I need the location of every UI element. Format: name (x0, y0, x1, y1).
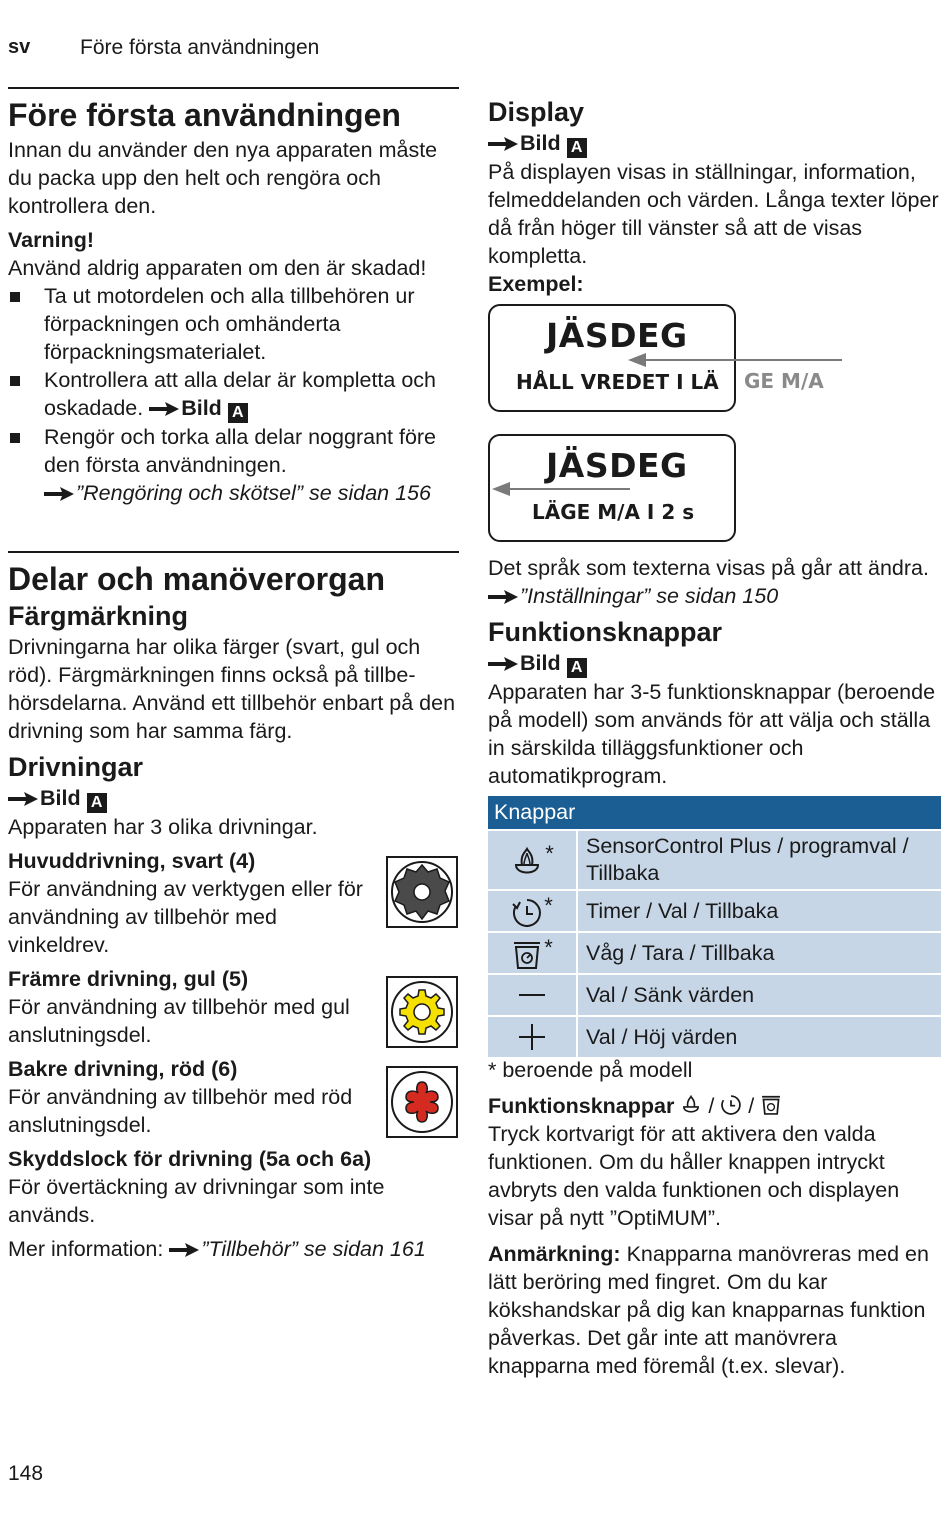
drive-title: Bakre drivning, röd (6) (8, 1057, 238, 1081)
subsection-title: Funktionsknappar (488, 617, 723, 647)
timer-icon (720, 1094, 742, 1116)
more-info-label: Mer information: (8, 1237, 164, 1261)
section-display: Display Bild A På displayen visas in ställningar, information, felmeddelanden och värden. Långa texter löper då från höger till vänster så att de visas kompletta. Exempel: (488, 96, 943, 298)
figure-letter-badge: A (567, 658, 587, 678)
rear-drive-red-icon (386, 1066, 458, 1138)
sensorcontrol-icon (510, 845, 544, 879)
footnote: * beroende på modell (488, 1058, 693, 1082)
section-function-keys: Det språk som texterna visas på går att ändra. ”Inställningar” se sidan 150 Funktionsknappar Bild A Apparaten har 3-5 funktionsknappar (beroende på modell) som används för att välja och ställa in särskilda tilläggsfunktioner och automatikprogram. (488, 554, 943, 790)
warning-label: Varning! (8, 228, 95, 252)
cross-reference: ”Tillbehör” se sidan 161 (201, 1237, 426, 1261)
display-big-text: JÄSDEG (546, 316, 688, 355)
subsection-title: Drivningar (8, 752, 144, 782)
section-title: Före första användningen (8, 97, 401, 133)
drive-text: För användning av tillbehör med gul anslutningsdel. (8, 995, 350, 1047)
cover-text: För övertäckning av drivningar som inte används. (8, 1175, 385, 1227)
bullet-square-icon (10, 292, 20, 302)
language-code: sv (8, 36, 31, 58)
cover-title: Skyddslock för drivning (5a och 6a) (8, 1147, 372, 1171)
minus-icon (517, 980, 547, 1010)
table-row: * Timer / Val / Tillbaka (488, 889, 941, 931)
drive-text: För användning av tillbehör med röd anslutningsdel. (8, 1085, 353, 1137)
note-label: Anmärkning: (488, 1242, 621, 1266)
warning-text: Använd aldrig apparaten om den är skadad! (8, 256, 427, 280)
arrow-right-icon (169, 1243, 199, 1257)
display-text: På displayen visas in ställningar, information, felmeddelanden och värden. Långa texter löper då från höger till vänster så att de visas kompletta. (488, 160, 939, 268)
display-scroll-text: HÅLL VREDET I LÄ (516, 370, 719, 394)
running-header: Före första användningen (80, 36, 320, 59)
plus-icon (517, 1022, 547, 1052)
key-description: Val / Sänk värden (578, 973, 941, 1015)
arrow-right-icon (488, 590, 518, 604)
section-before-first-use (8, 96, 463, 507)
page-number: 148 (8, 1462, 44, 1485)
list-item: Kontrollera att alla delar är kompletta och oskadade. Bild A (8, 366, 463, 423)
display-big-text: JÄSDEG (546, 446, 688, 485)
section-rule (8, 87, 459, 89)
timer-icon (511, 897, 543, 929)
display-overflow-text: GE M/A (744, 369, 824, 393)
keys-table (488, 796, 941, 1057)
sensorcontrol-icon (680, 1094, 702, 1116)
drives-intro: Apparaten har 3 olika drivningar. (8, 815, 318, 839)
arrow-right-icon (8, 792, 38, 806)
front-drive-yellow-icon (386, 976, 458, 1048)
language-text: Det språk som texterna visas på går att ändra. (488, 556, 929, 580)
section-title: Delar och manöverorgan (8, 561, 385, 597)
figure-letter-badge: A (567, 138, 587, 158)
arrow-right-icon (44, 487, 74, 501)
cross-reference: ”Rengöring och skötsel” se sidan 156 (76, 481, 431, 505)
table-row (488, 973, 941, 1015)
arrow-right-icon (488, 657, 518, 671)
main-drive-black-icon (386, 856, 458, 928)
bullet-square-icon (10, 433, 20, 443)
function-keys-text: Tryck kortvarigt för att aktivera den valda funktionen. Om du håller knappen intryckt avbryts den valda funktionen och displayen visar på nytt ”OptiMUM”. (488, 1122, 900, 1230)
table-row: * Våg / Tara / Tillbaka (488, 931, 941, 973)
scale-icon (511, 939, 543, 971)
scroll-arrow-icon (628, 351, 844, 369)
bullet-list (8, 282, 463, 507)
subsection-title: Display (488, 97, 585, 127)
drive-text: För användning av verktygen eller för användning av tillbehör med vinkeldrev. (8, 877, 363, 957)
list-item: Ta ut motordelen och alla tillbehören ur förpackningen och omhänderta förpackningsmaterialet. (8, 282, 463, 366)
key-description: Våg / Tara / Tillbaka (578, 931, 941, 973)
key-description: SensorControl Plus / programval / Tillbaka (578, 829, 941, 889)
drive-title: Främre drivning, gul (5) (8, 967, 249, 991)
section-rule (8, 551, 459, 553)
section-parts-controls: Delar och manöverorgan Färgmärkning Drivningarna har olika färger (svart, gul och röd). Färgmärkningen finns också på tillbe-hörsdelarna. Använd ett tillbehör enbart på den drivning som har samma färg. Drivningar Bild A Apparaten har 3 olika drivningar. Huvuddrivning, svart (4) För användning av verktygen eller för användning av tillbehör med vinkeldrev. Främre drivning, gul (5) För användning av tillbehör med gul anslutningsdel. Bakre drivning, röd (6) För användning av tillbehör med röd anslutningsdel. Skyddslock för drivning (5a och 6a) För övertäckning av drivningar som inte används. Mer information: ”Tillbehör” se sidan 161 (8, 561, 456, 1261)
scroll-arrow-icon (492, 480, 632, 498)
figure-letter-badge: A (228, 403, 248, 423)
subsection-title: Färgmärkning (8, 601, 189, 631)
function-keys-text: Apparaten har 3-5 funktionsknappar (beroende på modell) som används för att välja och ställa in särskilda tilläggsfunktioner och automatikprogram. (488, 680, 936, 788)
key-description: Val / Höj värden (578, 1015, 941, 1057)
color-text: Drivningarna har olika färger (svart, gul och röd). Färgmärkningen finns också på tillbe-hörsdelarna. Använd ett tillbehör enbart på den drivning som har samma färg. (8, 635, 456, 743)
table-row (488, 1015, 941, 1057)
function-keys-label: Funktionsknappar (488, 1094, 675, 1118)
arrow-right-icon (149, 402, 179, 416)
list-item: Rengör och torka alla delar noggrant före den första användningen. ”Rengöring och skötsel” se sidan 156 (8, 423, 463, 507)
note-text: Knapparna manövreras med en lätt beröring med fingret. Om du kar kökshandskar på dig kan knapparnas funktion påverkas. Det går inte att manövrera knapparna med föremål (t.ex. slevar). (488, 1242, 929, 1378)
key-description: Timer / Val / Tillbaka (578, 889, 941, 931)
scale-icon (760, 1094, 782, 1116)
cross-reference: ”Inställningar” se sidan 150 (520, 584, 779, 608)
arrow-right-icon (488, 137, 518, 151)
drive-title: Huvuddrivning, svart (4) (8, 849, 256, 873)
bullet-square-icon (10, 376, 20, 386)
display-scroll-text: LÄGE M/A I 2 s (532, 500, 695, 524)
table-header: Knappar (488, 796, 941, 829)
intro-text: Innan du använder den nya apparaten måste du packa upp den helt och rengöra och kontrollera den. (8, 138, 438, 218)
example-label: Exempel: (488, 272, 584, 296)
table-row: * SensorControl Plus / programval / Tillbaka (488, 829, 941, 889)
section-key-notes: * beroende på modell Funktionsknappar / / Tryck kortvarigt för att aktivera den valda funktionen. Om du håller knappen intryckt avbryts den valda funktionen och displayen visar på nytt ”OptiMUM”. Anmärkning: Knapparna manövreras med en lätt beröring med fingret. Om du kar kökshandskar på dig kan knapparnas funktion påverkas. Det går inte att manövrera knapparna med föremål (t.ex. slevar). (488, 1056, 943, 1380)
figure-letter-badge: A (87, 793, 107, 813)
